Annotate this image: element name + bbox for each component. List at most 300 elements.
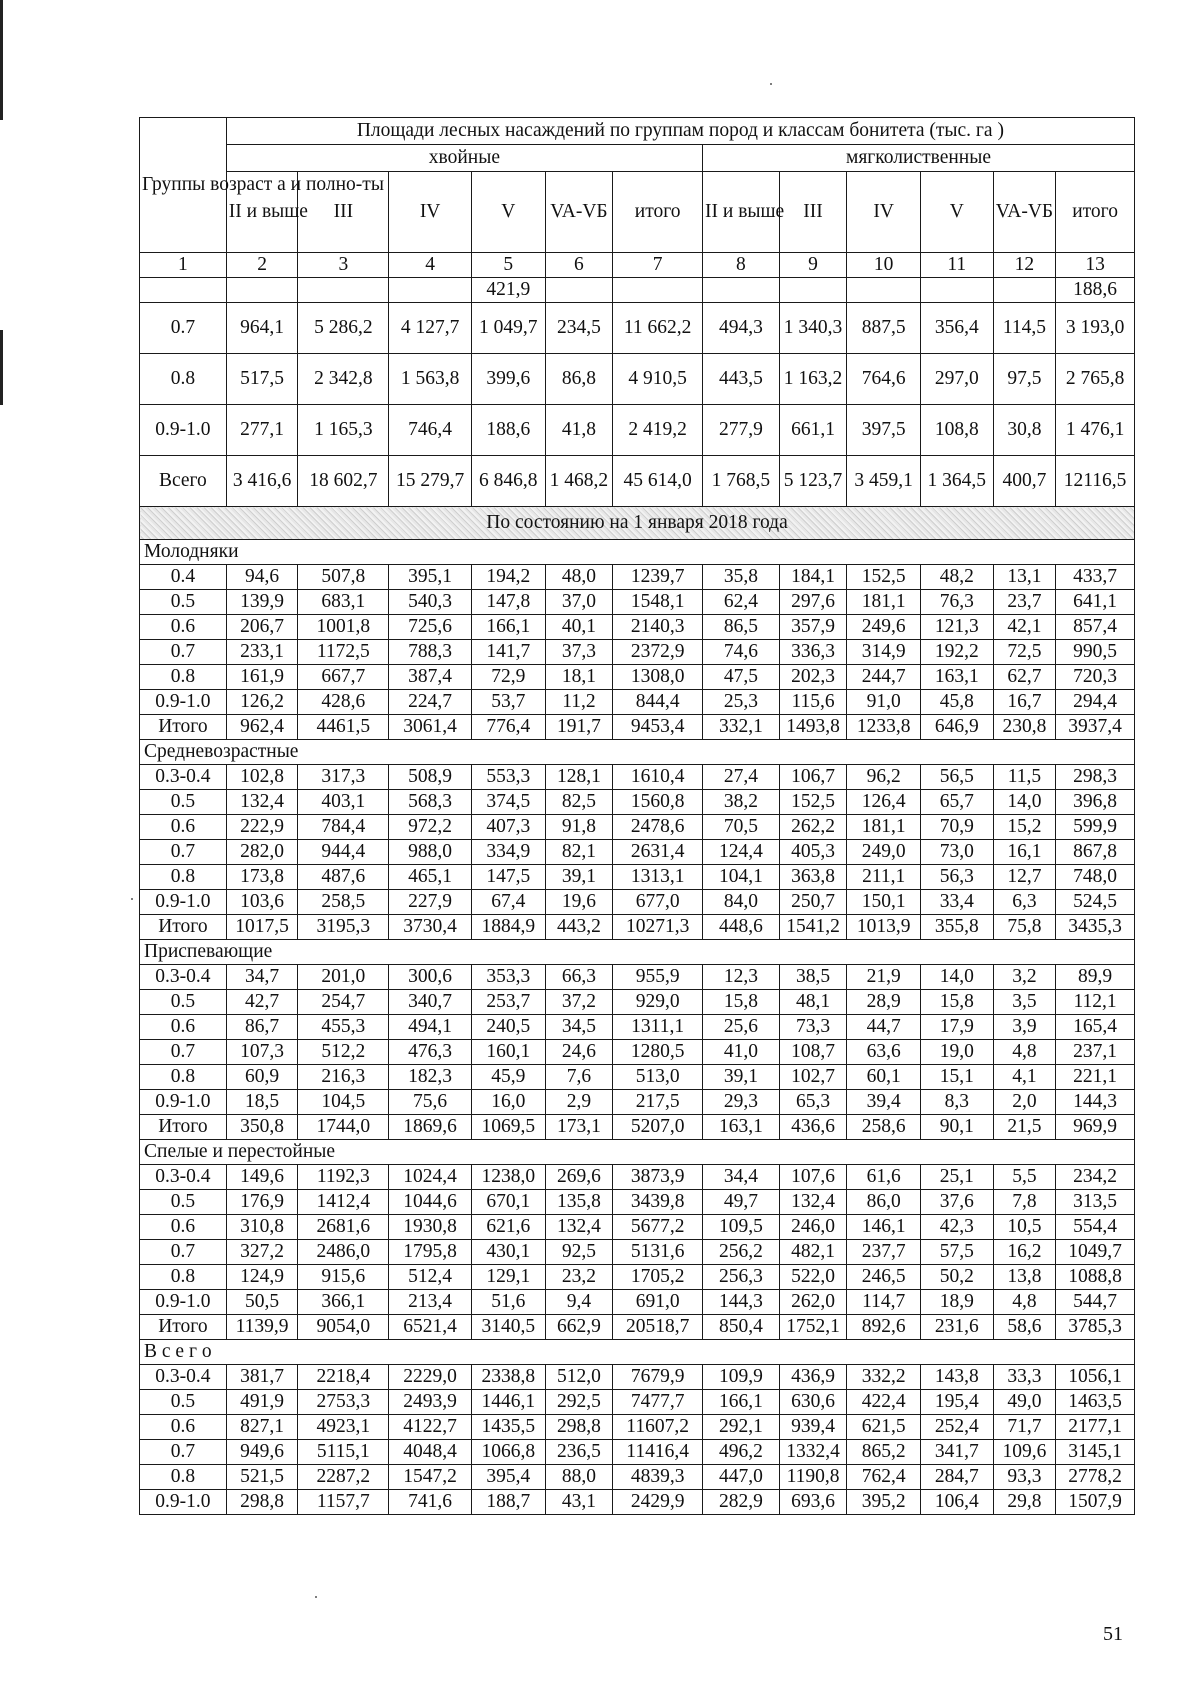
group-header-softwood: мягколиственные	[703, 145, 1135, 172]
table-cell: 1239,7	[613, 565, 703, 590]
table-cell: 1507,9	[1056, 1490, 1135, 1515]
table-cell: 725,6	[389, 615, 472, 640]
table-cell: 231,6	[920, 1315, 993, 1340]
table-cell: 82,1	[545, 840, 613, 865]
scan-speck	[770, 83, 772, 85]
table-cell	[389, 278, 472, 303]
table-row	[140, 456, 1135, 507]
table-cell: 63,6	[847, 1040, 921, 1065]
table-cell: 850,4	[703, 1315, 780, 1340]
table-row	[140, 965, 1135, 990]
table-cell: 3730,4	[389, 915, 472, 940]
row-label: 0.9-1.0	[140, 1490, 227, 1515]
table-cell: 56,5	[920, 765, 993, 790]
table-cell: 104,5	[298, 1090, 389, 1115]
table-cell: 1 165,3	[298, 405, 389, 456]
table-cell: 788,3	[389, 640, 472, 665]
column-subheader: VA-VБ	[993, 172, 1056, 253]
table-cell: 4048,4	[389, 1440, 472, 1465]
table-cell: 74,6	[703, 640, 780, 665]
table-cell: 166,1	[703, 1390, 780, 1415]
table-cell: 297,0	[920, 354, 993, 405]
table-cell: 29,8	[993, 1490, 1056, 1515]
table-cell: 86,8	[545, 354, 613, 405]
table-cell: 165,4	[1056, 1015, 1135, 1040]
row-label: 0.7	[140, 640, 227, 665]
section-title: Молодняки	[140, 540, 1135, 565]
table-cell: 1280,5	[613, 1040, 703, 1065]
table-cell: 73,0	[920, 840, 993, 865]
table-cell: 50,2	[920, 1265, 993, 1290]
table-cell: 27,4	[703, 765, 780, 790]
table-cell: 16,0	[471, 1090, 545, 1115]
section-title: В с е г о	[140, 1340, 1135, 1365]
table-cell: 126,4	[847, 790, 921, 815]
table-cell: 294,4	[1056, 690, 1135, 715]
column-number: 5	[471, 253, 545, 278]
table-cell: 1 049,7	[471, 303, 545, 354]
table-cell: 2753,3	[298, 1390, 389, 1415]
table-cell: 4,1	[993, 1065, 1056, 1090]
row-label: 0.9-1.0	[140, 405, 227, 456]
row-label: 0.6	[140, 815, 227, 840]
table-cell: 4122,7	[389, 1415, 472, 1440]
table-cell: 1 163,2	[779, 354, 847, 405]
table-cell: 988,0	[389, 840, 472, 865]
column-subheader: V	[471, 172, 545, 253]
table-cell: 18,9	[920, 1290, 993, 1315]
column-subheader: итого	[1056, 172, 1135, 253]
table-cell: 2177,1	[1056, 1415, 1135, 1440]
table-row	[140, 1065, 1135, 1090]
table-cell: 691,0	[613, 1290, 703, 1315]
table-cell: 115,6	[779, 690, 847, 715]
table-cell: 70,5	[703, 815, 780, 840]
column-number: 12	[993, 253, 1056, 278]
table-cell: 42,3	[920, 1215, 993, 1240]
table-cell: 5,5	[993, 1165, 1056, 1190]
row-label: 0.5	[140, 1190, 227, 1215]
table-cell: 9453,4	[613, 715, 703, 740]
table-cell: 2486,0	[298, 1240, 389, 1265]
table-cell: 152,5	[779, 790, 847, 815]
table-row	[140, 1040, 1135, 1065]
table-cell: 201,0	[298, 965, 389, 990]
table-row	[140, 1165, 1135, 1190]
table-row	[140, 303, 1135, 354]
table-cell: 554,4	[1056, 1215, 1135, 1240]
scan-edge-mark	[0, 0, 3, 120]
column-number: 8	[703, 253, 780, 278]
table-cell: 48,2	[920, 565, 993, 590]
table-cell: 61,6	[847, 1165, 921, 1190]
table-cell: 3140,5	[471, 1315, 545, 1340]
table-cell: 86,5	[703, 615, 780, 640]
table-cell: 34,4	[703, 1165, 780, 1190]
table-cell: 776,4	[471, 715, 545, 740]
table-cell: 206,7	[226, 615, 298, 640]
table-row	[140, 765, 1135, 790]
table-cell: 50,5	[226, 1290, 298, 1315]
column-number: 10	[847, 253, 921, 278]
main-header: Площади лесных насаждений по группам пород и классам бонитета (тыс. га )	[226, 118, 1134, 145]
column-subheader: итого	[613, 172, 703, 253]
table-cell: 4839,3	[613, 1465, 703, 1490]
table-cell: 1233,8	[847, 715, 921, 740]
table-cell: 256,2	[703, 1240, 780, 1265]
table-cell: 224,7	[389, 690, 472, 715]
table-cell: 124,9	[226, 1265, 298, 1290]
table-cell: 72,9	[471, 665, 545, 690]
table-cell: 670,1	[471, 1190, 545, 1215]
row-label: 0.9-1.0	[140, 690, 227, 715]
table-cell: 2287,2	[298, 1465, 389, 1490]
table-cell: 58,6	[993, 1315, 1056, 1340]
table-cell: 1192,3	[298, 1165, 389, 1190]
table-cell: 2,9	[545, 1090, 613, 1115]
table-cell: 1 468,2	[545, 456, 613, 507]
table-cell: 3,5	[993, 990, 1056, 1015]
table-cell: 102,7	[779, 1065, 847, 1090]
table-cell: 60,1	[847, 1065, 921, 1090]
table-cell: 1308,0	[613, 665, 703, 690]
table-cell: 455,3	[298, 1015, 389, 1040]
table-cell: 35,8	[703, 565, 780, 590]
table-cell: 1 340,3	[779, 303, 847, 354]
table-cell: 10,5	[993, 1215, 1056, 1240]
table-cell: 1610,4	[613, 765, 703, 790]
table-cell: 10271,3	[613, 915, 703, 940]
row-label: 0.3-0.4	[140, 765, 227, 790]
table-cell: 96,2	[847, 765, 921, 790]
table-cell: 16,1	[993, 840, 1056, 865]
table-cell: 400,7	[993, 456, 1056, 507]
table-cell: 18,1	[545, 665, 613, 690]
table-cell: 387,4	[389, 665, 472, 690]
table-cell	[993, 278, 1056, 303]
table-cell: 240,5	[471, 1015, 545, 1040]
table-cell: 234,5	[545, 303, 613, 354]
table-cell: 683,1	[298, 590, 389, 615]
table-cell: 216,3	[298, 1065, 389, 1090]
table-cell: 1560,8	[613, 790, 703, 815]
table-row	[140, 1465, 1135, 1490]
column-number: 13	[1056, 253, 1135, 278]
row-label: 0.4	[140, 565, 227, 590]
table-cell: 421,9	[471, 278, 545, 303]
row-label: 0.9-1.0	[140, 890, 227, 915]
table-row	[140, 715, 1135, 740]
table-cell: 298,8	[226, 1490, 298, 1515]
table-cell: 1 476,1	[1056, 405, 1135, 456]
table-cell: 1066,8	[471, 1440, 545, 1465]
table-cell: 106,7	[779, 765, 847, 790]
table-cell: 944,4	[298, 840, 389, 865]
table-cell: 97,5	[993, 354, 1056, 405]
table-cell: 188,7	[471, 1490, 545, 1515]
table-cell: 667,7	[298, 665, 389, 690]
table-cell: 11607,2	[613, 1415, 703, 1440]
table-cell: 47,5	[703, 665, 780, 690]
table-cell: 114,5	[993, 303, 1056, 354]
table-cell: 939,4	[779, 1415, 847, 1440]
table-cell	[545, 278, 613, 303]
table-cell: 188,6	[1056, 278, 1135, 303]
table-cell: 476,3	[389, 1040, 472, 1065]
table-cell: 121,3	[920, 615, 993, 640]
table-cell: 1547,2	[389, 1465, 472, 1490]
table-cell: 521,5	[226, 1465, 298, 1490]
table-cell: 784,4	[298, 815, 389, 840]
table-cell: 166,1	[471, 615, 545, 640]
table-cell: 1463,5	[1056, 1390, 1135, 1415]
table-cell: 89,9	[1056, 965, 1135, 990]
table-cell: 43,1	[545, 1490, 613, 1515]
table-cell: 482,1	[779, 1240, 847, 1265]
row-label: 0.6	[140, 1015, 227, 1040]
table-cell: 258,6	[847, 1115, 921, 1140]
table-cell: 5207,0	[613, 1115, 703, 1140]
table-cell: 3435,3	[1056, 915, 1135, 940]
table-row	[140, 1015, 1135, 1040]
table-cell: 16,7	[993, 690, 1056, 715]
table-cell: 195,4	[920, 1390, 993, 1415]
table-cell: 447,0	[703, 1465, 780, 1490]
table-cell: 108,7	[779, 1040, 847, 1065]
table-cell: 129,1	[471, 1265, 545, 1290]
table-cell: 86,0	[847, 1190, 921, 1215]
table-cell: 972,2	[389, 815, 472, 840]
table-cell: 1190,8	[779, 1465, 847, 1490]
row-label: Итого	[140, 915, 227, 940]
table-cell: 222,9	[226, 815, 298, 840]
table-cell: 436,9	[779, 1365, 847, 1390]
table-cell: 350,8	[226, 1115, 298, 1140]
table-cell: 41,0	[703, 1040, 780, 1065]
table-cell: 491,9	[226, 1390, 298, 1415]
table-cell: 1869,6	[389, 1115, 472, 1140]
table-cell: 51,6	[471, 1290, 545, 1315]
row-label: 0.3-0.4	[140, 965, 227, 990]
table-cell: 1493,8	[779, 715, 847, 740]
table-cell: 332,1	[703, 715, 780, 740]
table-cell: 11,2	[545, 690, 613, 715]
table-cell	[847, 278, 921, 303]
table-cell: 73,3	[779, 1015, 847, 1040]
table-cell: 2 419,2	[613, 405, 703, 456]
table-cell: 15,8	[920, 990, 993, 1015]
table-row	[140, 1290, 1135, 1315]
table-cell: 126,2	[226, 690, 298, 715]
table-cell: 246,0	[779, 1215, 847, 1240]
table-cell: 748,0	[1056, 865, 1135, 890]
table-cell: 746,4	[389, 405, 472, 456]
table-cell: 94,6	[226, 565, 298, 590]
table-cell: 741,6	[389, 1490, 472, 1515]
table-row	[140, 815, 1135, 840]
table-cell: 1 364,5	[920, 456, 993, 507]
table-cell: 144,3	[703, 1290, 780, 1315]
table-cell: 1139,9	[226, 1315, 298, 1340]
table-cell: 494,3	[703, 303, 780, 354]
table-cell: 1088,8	[1056, 1265, 1135, 1290]
table-cell: 1930,8	[389, 1215, 472, 1240]
table-cell: 13,8	[993, 1265, 1056, 1290]
table-cell: 277,1	[226, 405, 298, 456]
table-cell: 1311,1	[613, 1015, 703, 1040]
table-cell: 436,6	[779, 1115, 847, 1140]
table-cell: 3873,9	[613, 1165, 703, 1190]
table-cell: 720,3	[1056, 665, 1135, 690]
table-cell: 44,7	[847, 1015, 921, 1040]
table-cell: 512,4	[389, 1265, 472, 1290]
table-row	[140, 354, 1135, 405]
table-cell: 5 286,2	[298, 303, 389, 354]
column-subheader: IV	[389, 172, 472, 253]
table-cell: 430,1	[471, 1240, 545, 1265]
table-cell: 143,8	[920, 1365, 993, 1390]
table-cell: 1013,9	[847, 915, 921, 940]
column-number: 3	[298, 253, 389, 278]
table-cell: 2218,4	[298, 1365, 389, 1390]
table-cell: 292,5	[545, 1390, 613, 1415]
table-cell: 298,8	[545, 1415, 613, 1440]
table-cell: 405,3	[779, 840, 847, 865]
column-subheader: III	[779, 172, 847, 253]
table-cell: 12116,5	[1056, 456, 1135, 507]
table-cell: 19,0	[920, 1040, 993, 1065]
table-cell: 11 662,2	[613, 303, 703, 354]
row-label: Всего	[140, 456, 227, 507]
table-cell: 282,9	[703, 1490, 780, 1515]
table-cell: 962,4	[226, 715, 298, 740]
table-cell: 3195,3	[298, 915, 389, 940]
table-cell: 1049,7	[1056, 1240, 1135, 1265]
table-cell: 163,1	[920, 665, 993, 690]
table-cell: 38,2	[703, 790, 780, 815]
table-cell: 448,6	[703, 915, 780, 940]
table-cell: 433,7	[1056, 565, 1135, 590]
table-cell: 48,1	[779, 990, 847, 1015]
table-cell: 56,3	[920, 865, 993, 890]
table-cell: 9,4	[545, 1290, 613, 1315]
table-cell: 381,7	[226, 1365, 298, 1390]
table-row	[140, 615, 1135, 640]
table-cell: 827,1	[226, 1415, 298, 1440]
table-cell: 91,8	[545, 815, 613, 840]
table-cell: 149,6	[226, 1165, 298, 1190]
table-cell: 407,3	[471, 815, 545, 840]
table-cell: 62,7	[993, 665, 1056, 690]
table-cell: 40,1	[545, 615, 613, 640]
table-cell: 630,6	[779, 1390, 847, 1415]
table-cell: 262,2	[779, 815, 847, 840]
table-cell: 112,1	[1056, 990, 1135, 1015]
table-cell: 15,2	[993, 815, 1056, 840]
table-cell: 21,9	[847, 965, 921, 990]
table-cell: 1044,6	[389, 1190, 472, 1215]
row-label: 0.3-0.4	[140, 1165, 227, 1190]
table-cell: 553,3	[471, 765, 545, 790]
table-cell: 18,5	[226, 1090, 298, 1115]
table-cell	[703, 278, 780, 303]
table-cell: 16,2	[993, 1240, 1056, 1265]
table-cell: 524,5	[1056, 890, 1135, 915]
table-cell: 5677,2	[613, 1215, 703, 1240]
table-cell: 693,6	[779, 1490, 847, 1515]
table-cell: 1 768,5	[703, 456, 780, 507]
table-cell: 336,3	[779, 640, 847, 665]
table-cell: 106,4	[920, 1490, 993, 1515]
table-cell: 182,3	[389, 1065, 472, 1090]
table-cell: 93,3	[993, 1465, 1056, 1490]
table-cell: 395,2	[847, 1490, 921, 1515]
row-label: 0.6	[140, 615, 227, 640]
table-cell: 5131,6	[613, 1240, 703, 1265]
table-cell: 37,6	[920, 1190, 993, 1215]
table-cell: 2681,6	[298, 1215, 389, 1240]
row-label: 0.7	[140, 1240, 227, 1265]
table-cell: 517,5	[226, 354, 298, 405]
section-title: Приспевающие	[140, 940, 1135, 965]
table-cell: 3785,3	[1056, 1315, 1135, 1340]
table-cell: 161,9	[226, 665, 298, 690]
table-row	[140, 1315, 1135, 1340]
table-cell: 67,4	[471, 890, 545, 915]
table-cell: 14,0	[920, 965, 993, 990]
table-row	[140, 405, 1135, 456]
scan-speck	[315, 1596, 317, 1598]
table-cell: 62,4	[703, 590, 780, 615]
section-title: Средневозрастные	[140, 740, 1135, 765]
table-cell: 244,7	[847, 665, 921, 690]
table-cell: 507,8	[298, 565, 389, 590]
table-cell: 20518,7	[613, 1315, 703, 1340]
table-cell: 146,1	[847, 1215, 921, 1240]
table-cell: 70,9	[920, 815, 993, 840]
table-cell: 494,1	[389, 1015, 472, 1040]
scan-speck	[131, 898, 133, 900]
table-cell: 6 846,8	[471, 456, 545, 507]
table-row	[140, 1215, 1135, 1240]
table-cell: 317,3	[298, 765, 389, 790]
table-cell: 39,1	[703, 1065, 780, 1090]
table-cell: 194,2	[471, 565, 545, 590]
table-cell: 7,8	[993, 1190, 1056, 1215]
table-cell: 25,3	[703, 690, 780, 715]
table-cell: 277,9	[703, 405, 780, 456]
table-cell: 964,1	[226, 303, 298, 354]
table-row	[140, 1190, 1135, 1215]
table-cell: 191,7	[545, 715, 613, 740]
table-row	[140, 1115, 1135, 1140]
table-cell: 45,8	[920, 690, 993, 715]
table-cell: 3 416,6	[226, 456, 298, 507]
table-cell: 1446,1	[471, 1390, 545, 1415]
table-cell: 512,0	[545, 1365, 613, 1390]
row-label: 0.6	[140, 1415, 227, 1440]
column-number: 9	[779, 253, 847, 278]
table-cell: 91,0	[847, 690, 921, 715]
table-cell: 163,1	[703, 1115, 780, 1140]
column-number: 1	[140, 253, 227, 278]
table-cell: 147,5	[471, 865, 545, 890]
table-cell: 313,5	[1056, 1190, 1135, 1215]
table-cell: 132,4	[545, 1215, 613, 1240]
table-cell: 496,2	[703, 1440, 780, 1465]
table-row	[140, 1265, 1135, 1290]
table-cell: 18 602,7	[298, 456, 389, 507]
